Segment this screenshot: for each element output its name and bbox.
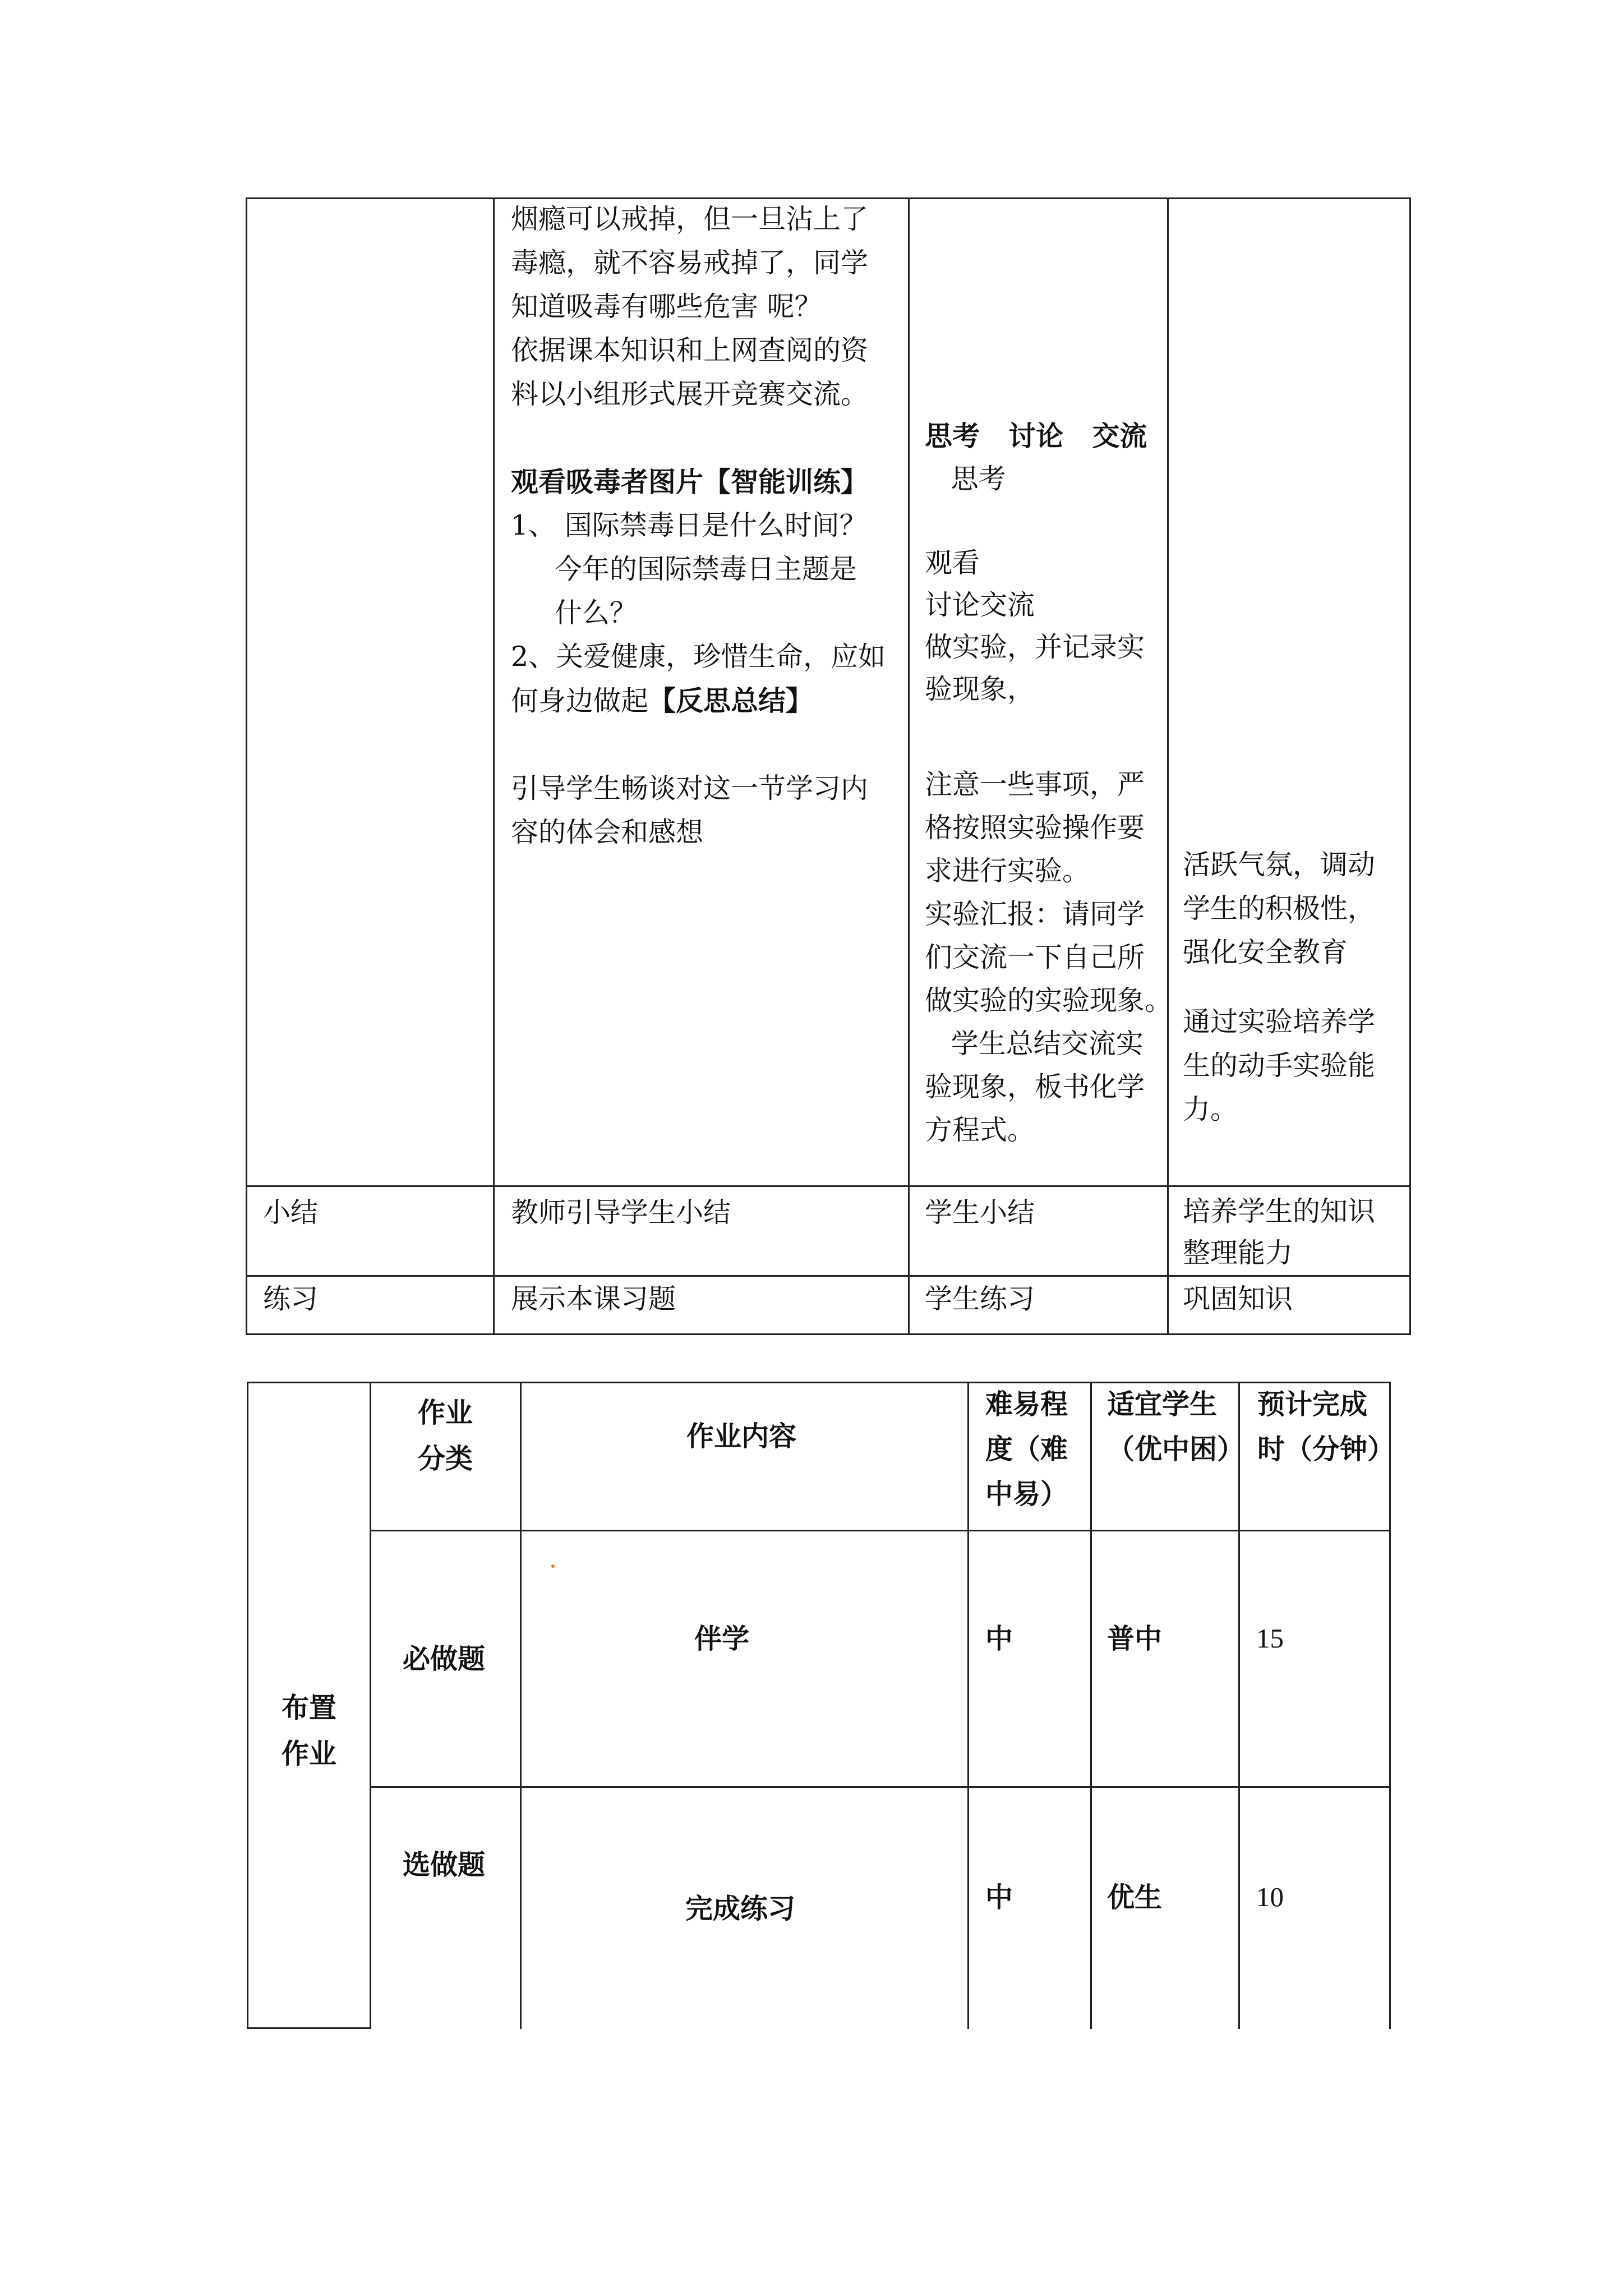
text-line: 作业 xyxy=(418,1396,473,1429)
text-line xyxy=(925,500,1145,542)
text-line: 观看 xyxy=(925,547,980,579)
reflection-summary-tag: 【反思总结】 xyxy=(648,684,814,717)
text-line: 思考 xyxy=(925,463,1006,495)
text-line: 活跃气氛，调动 xyxy=(1183,849,1376,881)
row-divider xyxy=(247,1185,1409,1187)
ink-speck xyxy=(551,1565,555,1568)
column-divider xyxy=(908,199,910,1333)
homework-section-label xyxy=(282,1685,336,1777)
text-line xyxy=(511,723,886,767)
text-line: 难易程 xyxy=(985,1388,1068,1420)
column-divider xyxy=(1238,1382,1240,2029)
lesson-process-table xyxy=(246,197,1411,1335)
text-line: 力。 xyxy=(1183,1093,1238,1125)
category-column-header xyxy=(418,1389,473,1481)
optional-time: 10 xyxy=(1256,1881,1284,1912)
text-line: 讨论交流 xyxy=(925,589,1035,621)
text-line: 毒瘾，就不容易戒掉了，同学 xyxy=(511,247,869,279)
summary-student-text: 学生小结 xyxy=(925,1197,1035,1228)
practice-intent-text: 巩固知识 xyxy=(1183,1283,1293,1315)
text-line: 做实验，并记录实 xyxy=(925,631,1145,663)
text-line xyxy=(511,416,886,460)
text-line: 做实验的实验现象。 xyxy=(925,984,1173,1016)
text-line: 何身边做起【反思总结】 xyxy=(511,684,814,717)
suitable-students-column-header xyxy=(1107,1382,1244,1471)
practice-teacher-text: 展示本课习题 xyxy=(511,1283,676,1315)
summary-stage-label: 小结 xyxy=(263,1197,319,1228)
text-line: 中易） xyxy=(985,1478,1068,1510)
text-line: 什么？ xyxy=(511,597,637,629)
column-divider xyxy=(493,199,495,1333)
practice-student-text: 学生练习 xyxy=(925,1283,1035,1315)
text-line: 1、 国际禁毒日是什么时间？ xyxy=(511,509,867,541)
student-activity-text xyxy=(925,458,1145,710)
text-line: 学生总结交流实 xyxy=(925,1028,1144,1060)
summary-teacher-text: 教师引导学生小结 xyxy=(511,1197,731,1228)
text-line: 作业 xyxy=(282,1737,337,1770)
text-line: 生的动手实验能 xyxy=(1183,1050,1376,1082)
optional-difficulty: 中 xyxy=(985,1881,1013,1913)
text-line: 强化安全教育 xyxy=(1183,936,1348,968)
design-intent-text xyxy=(1183,843,1375,974)
design-intent-text-experiment xyxy=(1183,1000,1375,1131)
text-line: 培养学生的知识 xyxy=(1183,1195,1376,1227)
text-line: 料以小组形式展开竞赛交流。 xyxy=(511,378,869,410)
text-line: 验现象，板书化学 xyxy=(925,1071,1145,1103)
text-line: 容的体会和感想 xyxy=(511,816,704,848)
text-line: 烟瘾可以戒掉，但一旦沾上了 xyxy=(511,203,869,235)
student-activity-text-experiment xyxy=(925,763,1172,1152)
column-divider xyxy=(1090,1382,1092,2029)
text-line: （优中困） xyxy=(1107,1433,1245,1465)
text-line: 格按照实验操作要 xyxy=(925,812,1145,844)
text-line: 学生的积极性， xyxy=(1183,892,1376,924)
text-line: 验现象， xyxy=(925,673,1035,705)
student-activity-heading: 思考 讨论 交流 xyxy=(925,420,1147,452)
text-line: 今年的国际禁毒日主题是 xyxy=(511,553,857,585)
text-line: 知道吸毒有哪些危害 呢？ xyxy=(511,291,822,323)
required-suitable: 普中 xyxy=(1107,1622,1163,1655)
text-line: 注意一些事项，严 xyxy=(925,769,1145,800)
column-divider xyxy=(967,1382,969,2029)
text-line: 预计完成 xyxy=(1257,1388,1368,1420)
text-line: 通过实验培养学 xyxy=(1183,1006,1376,1038)
required-time: 15 xyxy=(1256,1623,1284,1654)
text-line: 依据课本知识和上网查阅的资 xyxy=(511,334,869,366)
text-line: 引导学生畅谈对这一节学习内 xyxy=(511,772,869,804)
optional-suitable: 优生 xyxy=(1107,1881,1163,1913)
text-line: 求进行实验。 xyxy=(925,855,1090,887)
text-line: 分类 xyxy=(418,1442,473,1475)
required-content: 伴学 xyxy=(694,1622,750,1655)
column-divider xyxy=(1389,1382,1391,2029)
text-line: 观看吸毒者图片【智能训练】 xyxy=(511,466,869,498)
text-line: 整理能力 xyxy=(1183,1237,1293,1269)
required-category: 必做题 xyxy=(403,1642,486,1675)
text-line: 时（分钟） xyxy=(1257,1433,1395,1465)
time-column-header xyxy=(1257,1382,1395,1471)
row-divider xyxy=(371,1786,1389,1788)
content-column-header: 作业内容 xyxy=(686,1420,797,1452)
text-line: 度（难 xyxy=(985,1433,1068,1465)
column-divider xyxy=(520,1382,522,2029)
optional-content: 完成练习 xyxy=(685,1892,796,1925)
text-line: 2、关爱健康，珍惜生命，应如 xyxy=(511,641,886,673)
text-line: 适宜学生 xyxy=(1107,1388,1218,1420)
teacher-activity-text xyxy=(511,197,886,854)
row-divider xyxy=(371,1530,1389,1531)
optional-category: 选做题 xyxy=(403,1848,486,1881)
practice-stage-label: 练习 xyxy=(263,1283,319,1315)
text-line: 们交流一下自己所 xyxy=(925,941,1145,973)
difficulty-column-header xyxy=(985,1382,1068,1516)
required-difficulty: 中 xyxy=(985,1622,1013,1655)
row-divider xyxy=(247,1275,1409,1277)
homework-table xyxy=(247,1382,1395,2029)
text-line: 方程式。 xyxy=(925,1114,1035,1146)
text-line: 实验汇报：请同学 xyxy=(925,898,1145,930)
text-line: 布置 xyxy=(282,1691,337,1724)
summary-intent-text xyxy=(1183,1191,1375,1274)
